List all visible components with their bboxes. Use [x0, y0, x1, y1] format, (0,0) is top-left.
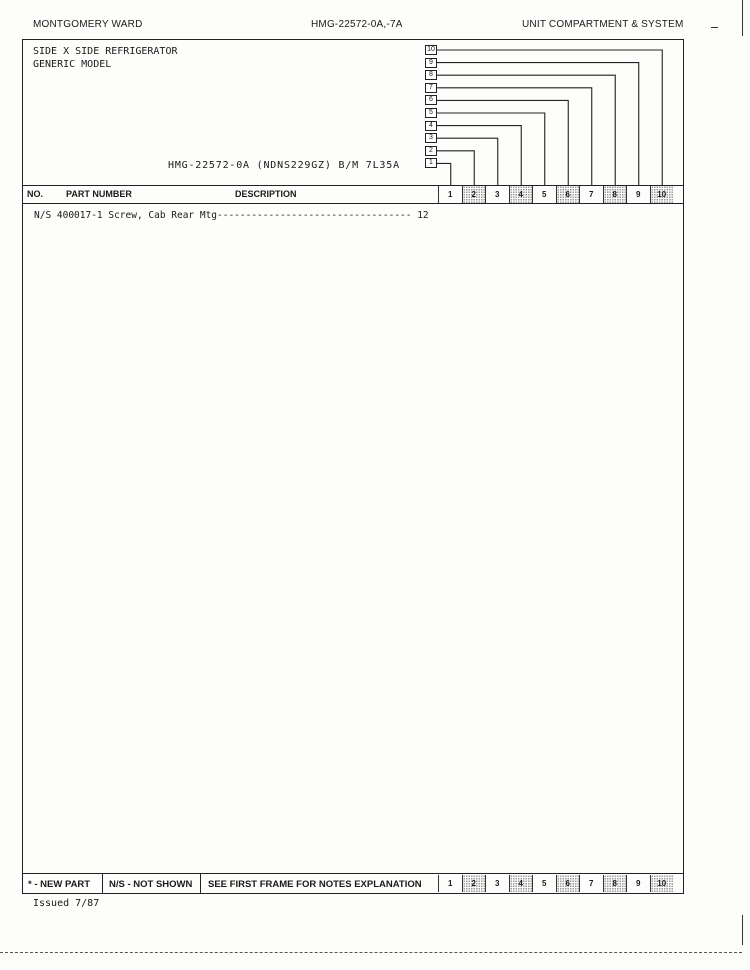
- bottom-column-label: 6: [565, 879, 570, 888]
- top-column-8: [603, 186, 627, 203]
- bottom-column-6: [556, 875, 580, 892]
- bottom-column-label: 3: [495, 879, 500, 888]
- leader-line-8: [437, 75, 615, 185]
- footer-divider-1: [102, 873, 103, 894]
- top-column-label: 9: [636, 190, 641, 199]
- top-column-label: 1: [448, 190, 453, 199]
- bottom-column-label: 8: [612, 879, 617, 888]
- bottom-column-10: [650, 875, 674, 892]
- header-left: MONTGOMERY WARD: [33, 19, 143, 30]
- footer-new-part: * - NEW PART: [28, 879, 91, 890]
- leader-line-1: [437, 163, 451, 185]
- page-edge-tick: [742, 915, 743, 945]
- top-column-label: 7: [589, 190, 594, 199]
- column-key-box-8: 8: [425, 70, 437, 80]
- column-header-no: NO.: [27, 189, 44, 199]
- top-column-7: [579, 186, 603, 203]
- bottom-column-label: 9: [636, 879, 641, 888]
- column-key-box-1: 1: [425, 158, 437, 168]
- top-column-10: [650, 186, 674, 203]
- top-column-label: 3: [495, 190, 500, 199]
- bottom-column-label: 10: [657, 879, 667, 888]
- top-column-label: 8: [612, 190, 617, 199]
- bottom-column-label: 4: [518, 879, 523, 888]
- bottom-column-3: [485, 875, 509, 892]
- bottom-column-5: [532, 875, 556, 892]
- bottom-column-label: 1: [448, 879, 453, 888]
- leader-line-9: [437, 63, 639, 185]
- bottom-column-1: [438, 875, 462, 892]
- footer-notes-explanation: SEE FIRST FRAME FOR NOTES EXPLANATION: [208, 879, 422, 890]
- footer-not-shown: N/S - NOT SHOWN: [109, 879, 193, 890]
- leader-line-5: [437, 113, 545, 185]
- issued-date: Issued 7/87: [33, 898, 100, 909]
- top-column-label: 4: [518, 190, 523, 199]
- page-bottom-dashed-line: [0, 952, 742, 953]
- bottom-column-label: 7: [589, 879, 594, 888]
- top-column-1: [438, 186, 462, 203]
- top-column-3: [485, 186, 509, 203]
- column-key-box-3: 3: [425, 133, 437, 143]
- header-band-bottom: [22, 203, 684, 204]
- bottom-column-7: [579, 875, 603, 892]
- top-column-label: 5: [542, 190, 547, 199]
- top-column-label: 2: [471, 190, 476, 199]
- bottom-column-2: [462, 875, 486, 892]
- top-column-4: [509, 186, 533, 203]
- leader-line-10: [437, 50, 662, 185]
- top-column-label: 6: [565, 190, 570, 199]
- column-key-box-5: 5: [425, 108, 437, 118]
- column-header-part-number: PART NUMBER: [66, 189, 132, 199]
- bottom-column-9: [626, 875, 650, 892]
- footer-divider-2: [200, 873, 201, 894]
- leader-line-3: [437, 138, 498, 185]
- column-key-box-4: 4: [425, 121, 437, 131]
- title-line-2: GENERIC MODEL: [33, 59, 112, 70]
- top-column-label: 10: [657, 190, 667, 199]
- leader-line-2: [437, 151, 474, 185]
- header-center: HMG-22572-0A,-7A: [311, 19, 403, 30]
- top-column-5: [532, 186, 556, 203]
- leader-line-4: [437, 126, 521, 185]
- bottom-column-label: 5: [542, 879, 547, 888]
- column-key-box-9: 9: [425, 58, 437, 68]
- column-key-box-6: 6: [425, 95, 437, 105]
- bottom-column-4: [509, 875, 533, 892]
- model-number-line: HMG-22572-0A (NDNS229GZ) B/M 7L35A: [168, 160, 400, 171]
- top-column-9: [626, 186, 650, 203]
- top-column-2: [462, 186, 486, 203]
- part-row: N/S 400017-1 Screw, Cab Rear Mtg---------------------------------- 12: [34, 210, 429, 221]
- header-right: UNIT COMPARTMENT & SYSTEM: [522, 19, 684, 30]
- column-key-box-10: 10: [425, 45, 437, 55]
- column-key-box-7: 7: [425, 83, 437, 93]
- bottom-column-8: [603, 875, 627, 892]
- top-column-6: [556, 186, 580, 203]
- column-key-box-2: 2: [425, 146, 437, 156]
- bottom-column-label: 2: [471, 879, 476, 888]
- title-line-1: SIDE X SIDE REFRIGERATOR: [33, 46, 178, 57]
- column-header-description: DESCRIPTION: [235, 189, 297, 199]
